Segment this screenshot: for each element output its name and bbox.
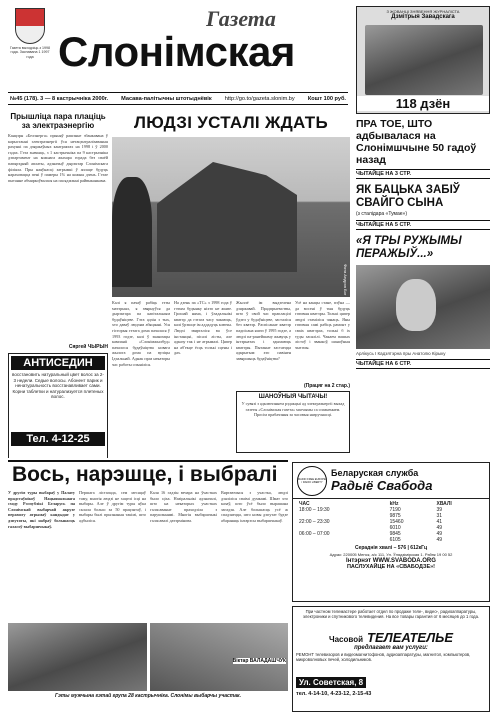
teleatelier-ad: [292, 606, 490, 712]
main-photo-caption: Фота Андрэя Бог: [343, 263, 348, 295]
town-crest-block: [8, 8, 52, 72]
teaser-3-caption: Арлікусь І Кадзятэрна пры Анатолю Кірыку: [356, 351, 446, 356]
main-col-2: На дзень па «ТС» з 1998 года ў гэтым будынку ніхто не жыве. Грошай няма, і ўладальнікі кватэр да гэтага часу чакаюць, калі ўрэшце ім аддадуць ключы. Людзі звярталіся ва ўсе інстанцыі, пісалі лісты, але адказу так і не атрымалі. Цяпер на аб'екце ёсць толькі сцены і дах.: [174, 300, 232, 356]
antisedin-ad: [8, 353, 108, 458]
journalist-box: [356, 6, 490, 114]
schedule-m: 49: [436, 531, 443, 537]
schedule-time: 22:00 – 23:30: [299, 519, 330, 525]
ad-body: восстановить натуральный цвет волос за 2-3 недели. Седые волосы. Абонент парик и ненатуральность восстанавливает сами. Корни таблетки и натурализуется плетеных волос.: [12, 372, 104, 400]
radio-logo-icon: [297, 466, 327, 496]
bottom-photo-2: [150, 623, 289, 691]
newspaper-title: Слонімская: [58, 28, 295, 75]
teaser-3-ref[interactable]: ЧЫТАЙЦЕ НА 6 СТР.: [356, 359, 490, 369]
radio-slogan: ПАСЛУХАЙЦЕ НА «СВАБОДЗЕ»!: [346, 564, 436, 570]
ad2-brand1: Часовой: [328, 635, 363, 644]
main-continued[interactable]: (Працяг на 2 стар.): [303, 383, 350, 389]
bottom-col-1: У другім туры выбараў у Палату прадстаўнікоў Нацыянальнага сходу Рэспублікі Беларусь па Слонімскай выбарчай акрузе перамогу атрымаў кандыдат у дэпутаты, які набраў большасць галасоў выбаршчыкаў.: [8, 490, 75, 529]
radio-schedule: [297, 501, 485, 543]
journalist-box-line1: З ЖОВАНЦІ ЗНЯВЕННЯ ЖУРНАЛІСТА: [386, 9, 460, 14]
teaser-2-sub: (з сталідара «Тумае»): [356, 211, 407, 217]
schedule-time: [297, 537, 388, 543]
masthead: [8, 8, 348, 108]
ad2-phones[interactable]: тел. 4-14-10, 4-23-12, 2-15-43: [296, 691, 372, 697]
schedule-time: 18:00 – 19:30: [299, 507, 330, 513]
teaser-1-headline: ПРА ТОЕ, ШТО адбывалася на Слонімшчыне 50 гадоў назад: [356, 118, 477, 166]
schedule-time: 06:00 – 07:00: [299, 531, 330, 537]
radio-logo-text: RADIO FREE EUROPE / RADIO LIBERTY: [298, 477, 326, 484]
left-sidebar: [8, 112, 108, 458]
schedule-khz: 6105: [389, 537, 401, 543]
schedule-m: 39: [436, 507, 443, 513]
radio-mw-line: Сераднія хвалі – 576 | 612кГц: [354, 545, 428, 551]
ad2-address: Ул. Советская, 8: [296, 677, 366, 688]
ad2-intro: При частном телемастере работает отдел по продаже теле-, видео-, радиоаппаратуры, электроники и спутникового телевидения. На все товары гарантия от 6 месяцев до 1 года.: [302, 609, 480, 619]
bottom-caption: Гэты мужчына гэтай група 28 кастрычніка. Слонімы выбарчы участак.: [55, 693, 241, 699]
bottom-col-4: Вяртаючыся з участка, людзі дзяліліся сваімі думкамі. Шмат хто казаў, што ўсё было вырашана загадзя. Але большасць усё ж спадзяецца, што новы дэпутат будзе абараняць інтарэсы выбаршчыкаў.: [221, 490, 288, 523]
bottom-author: Віктар ВАЛАДАШЧУК: [232, 658, 286, 664]
main-col-1: Калі я пачаў рабіць гэты матэрыял, я звярнуўся да дырэктара па капітальным будаўніцтве. Гэта адзін з тых, хто даваў людзям абяцанні. Уся гісторыя гэтага дома пачалася ў 1993 годзе, калі ў эканомцы кампаніі «Слонімжылбуд» пачалося будаўніцтва новага жылога дома па вуліцы Ідэальнай. Аднак праз некаторы час работы спыніліся.: [112, 300, 170, 367]
sidebar-body: Канцэрн «Белэнерга» прыняў рашэнне збанкавана ў карыстанні электраэнергіі ўся нетацэнтралізаваныя рахункі па дзяржаўных кантрактах на 1998 і ў 2000 гадах. Гэта значыць, з 1 кастрычніка па 9 кастрычніка дэпартамент на кожнага жыхара горада без сваёй папярэдняй аплаты, адзначыў дырэктар Слонімскага філіяла. Пры наяўнасці затрымкі ў аплаце будуць нараховацца пені ў памеры 1% на кожны дзень. Гэтае пытанне абмяркоўвалася на пасяджэнні райвыканкама.: [8, 133, 108, 183]
newspaper-word: Газета: [206, 8, 276, 31]
teaser-3-headline: «Я ТРЫ РУЖЫМЫ ПЕРАЖЫЎ...»: [356, 235, 462, 260]
schedule-head-khz: kHz: [389, 501, 399, 507]
main-photo: [112, 137, 350, 297]
sidebar-author: Сяргей ЧЫРЫН: [68, 344, 108, 350]
notice-body: У сувязі з адключэннем рэдакцыі ад электраэнергіі выхад газеты «Слонімская газета» магчымы са спазненнем. Просім прабачэння за часовыя нязручнасці.: [241, 401, 345, 418]
radio-brand: Радыё Свабода: [331, 478, 433, 493]
radio-title: Беларуская служба: [331, 468, 419, 478]
teaser-1-ref[interactable]: ЧЫТАЙЦЕ НА 3 СТР.: [356, 169, 490, 179]
issue-line: [8, 92, 348, 105]
main-col-4: Усё на канцы стане, пэўна — да восені ў тыя будуць гатовыя кватэры. Толькі цяпер людзі стаміліся чакаць. Яны гатовыя самі рабіць рамонт у сваіх кватэрах, толькі б іх туды засялілі. Чакаем вашых лістоў і званкоў, шаноўныя чытачы.: [295, 300, 350, 350]
sidebar-headline: Прышліца пара плацiць за электраэнергію: [10, 112, 106, 130]
schedule-head-time: ЧАС: [299, 501, 310, 507]
main-story-lower: [236, 300, 350, 458]
radio-internet[interactable]: Інтэрнэт WWW.SVABODA.ORG: [346, 558, 436, 564]
tree-shape: [112, 177, 152, 287]
crest-icon: [15, 8, 45, 44]
schedule-m: 49: [436, 537, 443, 543]
readers-notice: [236, 391, 350, 453]
journalist-days: 118 дзён: [357, 96, 489, 111]
issue-subtitle: Масава-палітычны штотыднёвік: [121, 95, 212, 102]
schedule-m: 49: [436, 525, 443, 531]
issue-meta: №45 (178). 3 — 8 кастрычніка 2000г.: [10, 95, 109, 102]
schedule-m: 31: [436, 513, 443, 519]
radio-address: Адрас: 220005 Менск, а/с 111, Ул. Ўлядзімірская 1. Рэйнк 19 00 52: [329, 552, 453, 557]
schedule-khz: 6010: [389, 525, 401, 531]
schedule-khz: 15460: [389, 519, 404, 525]
schedule-m: 41: [436, 519, 443, 525]
bottom-story: [8, 460, 288, 712]
schedule-khz: 9875: [389, 513, 401, 519]
teaser-2-ref[interactable]: ЧЫТАЙЦЕ НА 5 СТР.: [356, 220, 490, 230]
schedule-khz: 9845: [389, 531, 401, 537]
bottom-col-2: Першага лістапада, сем месяцаў таму, многія людзі не хацелі ісці на выбары. Але ў другім туры яўка склала больш за 50 працэнтаў, і выбары былі прызнаныя такімі, што адбыліся.: [79, 490, 146, 523]
notice-title: ШАНОЎНЫЯ ЧЫТАЧЫ!: [258, 394, 328, 400]
journalist-photo: [365, 25, 483, 95]
ad2-brand2: ТЕЛЕАТЕЛЬЕ: [367, 630, 454, 645]
table-row: [297, 537, 485, 543]
schedule-head-m: ХВАЛІ: [436, 501, 452, 507]
schedule-khz: 7190: [389, 507, 401, 513]
main-col-3: Жыллё ім выдзелена дзяржавай. Прадпрыемствы, што ў свой час праплацілі ўдзел у будаўніцтве, засталіся без кватэр. Распісанне кватэр падпісана яшчэ ў 1995 годзе, а людзі па-ранейшаму жывуць у інтэрнатах і здымаюць кватэры. Пытанне застаецца адкрытым: хто павінен завяршыць будаўніцтва?: [236, 300, 291, 361]
bottom-col-3: Каля 16 гадзін вечара на ўчастках было ціха. Назіральнікі адзначалі, што на некаторых участках галасаванне праходзіла з парушэннямі. Многія выбаршчыкі галасавалі датэрмінова.: [150, 490, 217, 523]
portrait-face: [396, 279, 436, 331]
ad-title: АНТИСЕДИН: [11, 356, 105, 370]
ad2-offer: предлагает вам услуги:: [354, 645, 428, 651]
issue-website[interactable]: http://go.to/gazeta.slonim.by: [224, 95, 295, 102]
right-column: [356, 118, 490, 458]
radio-svaboda-ad: [292, 462, 490, 602]
main-headline: ЛЮДЗІ УСТАЛІ ЖДАТЬ: [134, 113, 328, 132]
building-shape: [157, 162, 297, 272]
ad-phone[interactable]: Тел. 4-12-25: [11, 432, 105, 446]
issue-price: Кошт 100 руб.: [307, 95, 346, 102]
bottom-photo-1: [8, 623, 147, 691]
journalist-box-name: Дзмітрыя Завадскага: [391, 14, 455, 20]
bottom-headline: Вось, нарэшце, і выбралі: [12, 463, 278, 486]
teaser-2-headline: ЯК БАЦЬКА ЗАБІЎ СВАЙГО СЫНА: [356, 184, 460, 209]
founded-note: Газета выходзіць з 1998 года. Заснавана 1 1997 года: [9, 46, 51, 59]
ad2-services: РЕМОНТ телевизоров и видеомагнитофонов, аудиоаппаратуры, магнитол, компьютеров, микроволновых печей, холодильников.: [296, 652, 471, 662]
teaser-3-photo: [356, 265, 490, 349]
